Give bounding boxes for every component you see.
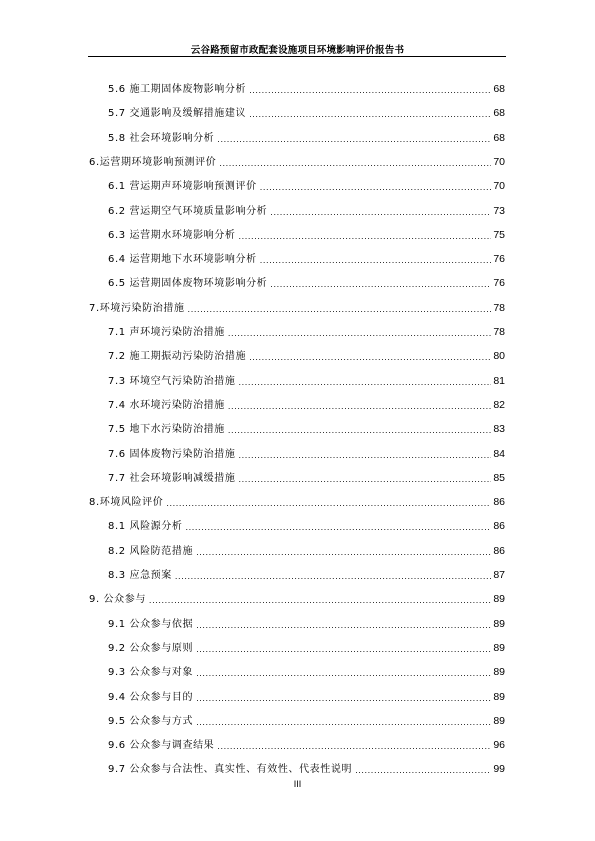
toc-entry-label: 5.6 施工期固体废物影响分析 [108,84,247,95]
toc-entry[interactable] [89,153,505,169]
toc-dot-leader [238,451,491,461]
toc-dot-leader [355,766,491,776]
toc-entry-page: 68 [493,131,505,144]
toc-dot-leader [238,475,491,485]
toc-entry-label: 9.1 公众参与依据 [108,618,194,630]
toc-entry-page: 80 [493,350,505,363]
toc-entry[interactable] [108,226,505,242]
toc-entry[interactable] [108,663,505,679]
toc-entry-label: 7.6 固体废物污染防治措施 [108,448,236,460]
toc-entry-page: 68 [493,83,505,95]
toc-dot-leader [196,645,491,655]
toc-entry-label: 8.2 风险防范措施 [108,545,194,557]
toc-entry-page: 89 [493,617,505,630]
toc-entry-page: 81 [493,374,505,387]
toc-entry-label: 7.环境污染防治措施 [89,302,185,314]
toc-entry-label: 9.7 公众参与合法性、真实性、有效性、代表性说明 [108,764,353,776]
toc-entry-label: 9. 公众参与 [89,594,146,606]
toc-entry-label: 6.5 运营期固体废物环境影响分析 [108,278,268,290]
toc-dot-leader [228,426,491,436]
toc-entry-label: 6.2 营运期空气环境质量影响分析 [108,205,268,217]
toc-entry-page: 83 [493,423,505,436]
toc-entry-label: 7.3 环境空气污染防治措施 [108,375,236,387]
toc-entry-page: 86 [493,496,505,509]
toc-entry-page: 70 [493,180,505,193]
toc-dot-leader [270,208,491,218]
toc-entry[interactable] [108,420,505,436]
toc-entry-page: 89 [493,714,505,727]
toc-entry[interactable] [108,80,505,96]
toc-dot-leader [260,256,492,266]
toc-entry-label: 9.5 公众参与方式 [108,715,194,727]
toc-entry-page: 89 [493,641,505,654]
toc-entry[interactable] [108,202,505,218]
toc-entry-page: 89 [493,690,505,703]
toc-entry[interactable] [108,639,505,655]
toc-entry-label: 8.环境风险评价 [89,497,164,509]
toc-entry-page: 76 [493,277,505,290]
toc-entry-page: 78 [493,301,505,314]
toc-dot-leader [166,499,491,509]
toc-entry-page: 68 [493,107,505,120]
document-title: 云谷路预留市政配套设施项目环境影响评价报告书 [190,45,405,56]
toc-entry-label: 7.1 声环境污染防治措施 [108,327,225,338]
toc-dot-leader [260,183,492,193]
toc-entry-page: 84 [493,447,505,460]
toc-dot-leader [196,718,491,728]
toc-entry-label: 6.1 营运期声环境影响预测评价 [108,181,257,193]
toc-entry[interactable] [108,274,505,290]
toc-entry[interactable] [108,347,505,363]
toc-dot-leader [238,378,491,388]
toc-entry-page: 86 [493,520,505,533]
toc-entry[interactable] [89,590,505,606]
toc-entry-page: 85 [493,471,505,484]
toc-entry-label: 8.3 应急预案 [108,570,172,581]
toc-dot-leader [196,548,491,558]
toc-dot-leader [249,86,491,96]
toc-entry-page: 96 [493,739,505,752]
toc-entry[interactable] [89,299,505,315]
toc-entry[interactable] [108,129,505,145]
toc-entry[interactable] [108,372,505,388]
toc-entry-page: 99 [493,763,505,776]
toc-entry[interactable] [108,566,505,582]
toc-entry-label: 7.4 水环境污染防治措施 [108,399,225,411]
toc-entry-label: 6.运营期环境影响预测评价 [89,156,217,168]
toc-entry[interactable] [108,712,505,728]
toc-entry[interactable] [108,396,505,412]
toc-dot-leader [228,402,491,412]
toc-entry[interactable] [108,542,505,558]
toc-entry[interactable] [108,736,505,752]
toc-dot-leader [238,232,491,242]
toc-entry[interactable] [108,615,505,631]
toc-dot-leader [270,280,491,290]
toc-entry[interactable] [108,445,505,461]
toc-entry-label: 5.8 社会环境影响分析 [108,132,215,144]
toc-dot-leader [196,669,491,679]
toc-entry-label: 6.3 运营期水环境影响分析 [108,229,236,241]
toc-entry-label: 6.4 运营期地下水环境影响分析 [108,254,257,266]
toc-entry-page: 86 [493,544,505,557]
toc-dot-leader [228,329,491,339]
toc-dot-leader [249,110,491,120]
toc-dot-leader [175,572,491,582]
toc-dot-leader [217,742,491,752]
toc-entry[interactable] [108,177,505,193]
toc-entry-page: 76 [493,253,505,266]
toc-entry-page: 75 [493,228,505,241]
toc-dot-leader [185,523,491,533]
page-number: III [293,779,302,789]
toc-entry-label: 9.6 公众参与调查结果 [108,740,215,752]
toc-entry[interactable] [108,250,505,266]
toc-entry-page: 70 [493,155,505,168]
toc-dot-leader [217,135,491,145]
toc-entry-label: 5.7 交通影响及缓解措施建议 [108,108,247,120]
toc-entry-label: 9.3 公众参与对象 [108,667,194,679]
toc-dot-leader [219,159,491,169]
toc-entry-page: 89 [493,593,505,606]
toc-entry-page: 78 [493,326,505,338]
toc-entry-label: 7.5 地下水污染防治措施 [108,424,225,436]
toc-entry[interactable] [108,323,505,339]
toc-entry-label: 9.2 公众参与原则 [108,642,194,654]
toc-entry[interactable] [108,517,505,533]
toc-dot-leader [249,353,491,363]
toc-entry-label: 7.7 社会环境影响减缓措施 [108,472,236,484]
toc-dot-leader [196,694,491,704]
toc-entry-page: 87 [493,569,505,581]
toc-entry[interactable] [108,469,505,485]
toc-entry[interactable] [108,104,505,120]
toc-entry-page: 89 [493,666,505,679]
toc-dot-leader [149,596,491,606]
toc-dot-leader [196,621,491,631]
toc-entry-label: 7.2 施工期振动污染防治措施 [108,351,247,363]
toc-entry-label: 9.4 公众参与目的 [108,691,194,703]
toc-entry-page: 82 [493,398,505,411]
toc-entry[interactable] [108,688,505,704]
toc-entry-page: 73 [493,204,505,217]
toc-entry[interactable] [108,760,505,776]
toc-entry-label: 8.1 风险源分析 [108,521,183,533]
toc-dot-leader [188,305,492,315]
toc-entry[interactable] [89,493,505,509]
